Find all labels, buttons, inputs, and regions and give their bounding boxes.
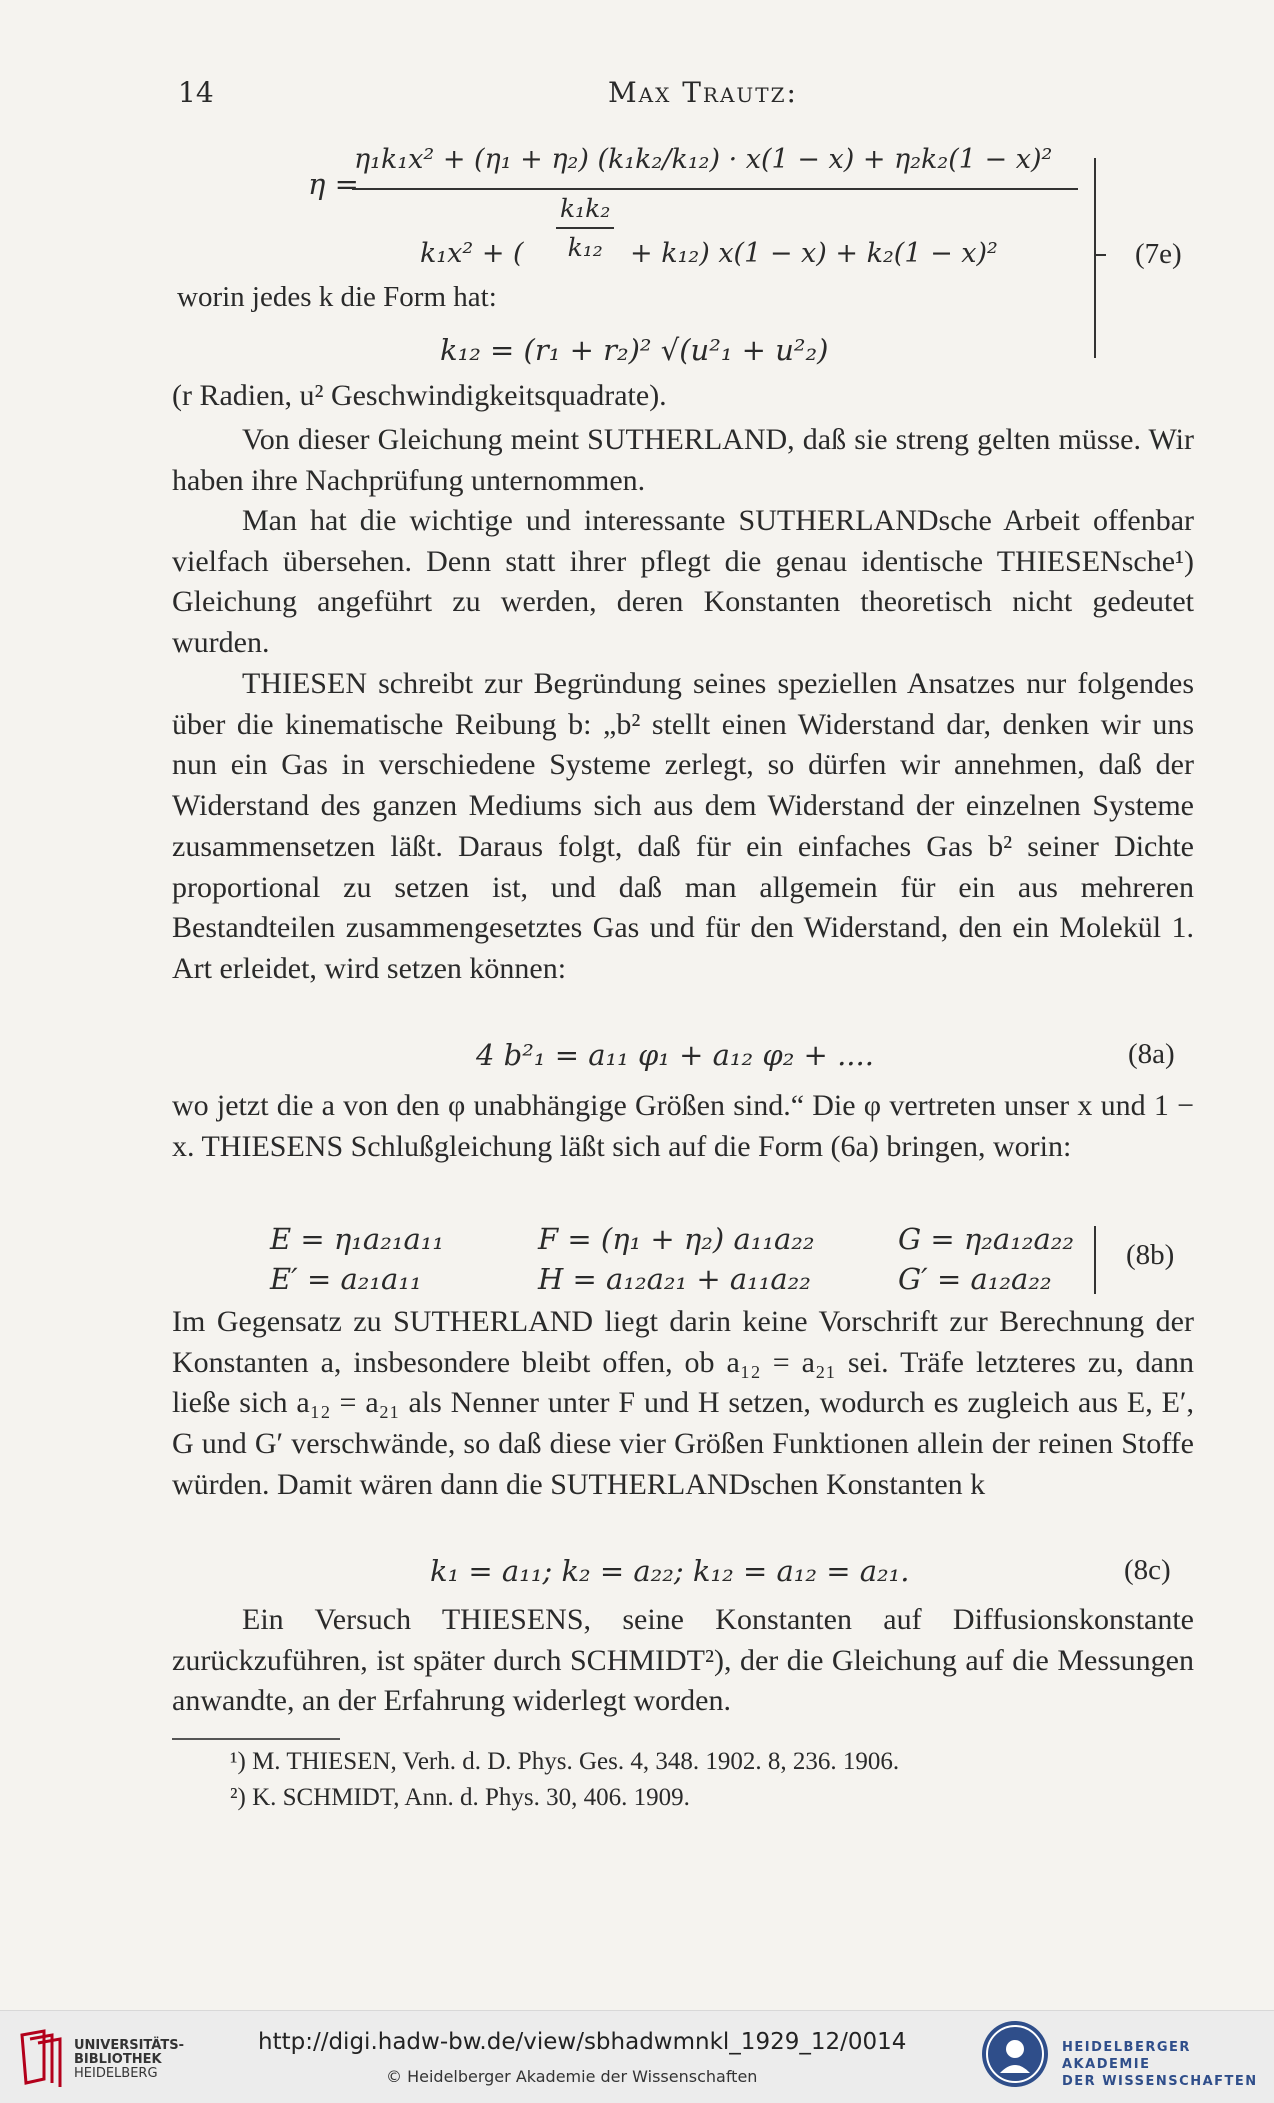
page-header [178,76,1194,116]
ub-line-1: UNIVERSITÄTS- [74,2038,184,2053]
ub-line-2: BIBLIOTHEK [74,2052,162,2067]
paragraph-5-text: Im Gegensatz zu SUTHERLAND liegt darin keine Vorschrift zur Berechnung der Konstanten a, insbesondere bleibt offen, ob a₁₂ = a₂₁ sei. Träfe letzteres zu, dann ließe sich a₁₂ = a₂₁ als Nenner unter F und H setzen, wodurch es zugleich aus E, E′, G und G′ verschwände, so daß diese vier Größen Funktionen allein der reinen Stoffe würden. Damit wären dann die SUTHERLANDschen Konstanten k [172,1305,1194,1501]
paragraph-3 [172,664,1194,990]
eq7e-k12: k₁₂ = (r₁ + r₂)² √(u²₁ + u²₂) [440,333,829,367]
ub-logo-text [74,2039,184,2081]
paragraph-2-text: Man hat die wichtige und interessante SUTHERLANDsche Arbeit offenbar vielfach übersehen. Denn statt ihrer pflegt die genau identische THIESENsche¹) Gleichung angeführt zu werden, deren Konstanten theoretisch nicht gedeutet wurden. [172,504,1194,660]
eq7e-inner-denominator: k₁₂ [567,233,603,262]
viewer-footer [0,2010,1274,2103]
permalink-url[interactable]: http://digi.hadw-bw.de/view/sbhadwmnkl_1929_12/0014 [258,2029,907,2055]
eq8b-G-prime: G′ = a₁₂a₂₂ [898,1262,1052,1296]
footnote-rule [172,1738,340,1740]
eq7e-fraction-bar [352,188,1078,190]
paragraph-1-text: Von dieser Gleichung meint SUTHERLAND, daß sie streng gelten müsse. Wir haben ihre Nachprüfung unternommen. [172,423,1194,497]
eq8a-number: (8a) [1128,1038,1175,1070]
eq8c-number: (8c) [1124,1554,1171,1586]
eq7e-inner-numerator: k₁k₂ [556,194,614,229]
hadw-logo-text [1062,2039,1262,2090]
equation-8a: 4 b²₁ = a₁₁ φ₁ + a₁₂ φ₂ + .... [476,1038,874,1072]
paragraph-5 [172,1302,1194,1506]
eq8b-brace [1094,1226,1096,1294]
paragraph-1 [172,420,1194,501]
eq7e-brace [1094,158,1096,358]
footnote-2: ²) K. SCHMIDT, Ann. d. Phys. 30, 406. 1909. [230,1784,690,1811]
paragraph-6 [172,1600,1194,1722]
copyright-notice: © Heidelberger Akademie der Wissenschaften [386,2067,758,2086]
paragraph-2 [172,501,1194,664]
eq7e-numerator: η₁k₁x² + (η₁ + η₂) (k₁k₂/k₁₂) · x(1 − x) + η₂k₂(1 − x)² [354,144,1053,175]
ub-logo-icon [14,2025,68,2089]
eq8b-E: E = η₁a₂₁a₁₁ [270,1222,444,1256]
eq7e-number: (7e) [1135,238,1182,270]
hadw-seal-icon [982,2021,1048,2087]
eq7e-inner-fraction [556,194,614,262]
running-head: Max Trautz: [608,76,798,109]
eq7e-lhs: η = [308,167,359,201]
ub-heidelberg-logo[interactable] [14,2025,184,2089]
paragraph-4 [172,1086,1194,1167]
page-number: 14 [178,76,214,109]
hadw-line-2: DER WISSENSCHAFTEN [1062,2074,1258,2089]
hadw-line-1: HEIDELBERGER AKADEMIE [1062,2040,1191,2072]
eq7e-denominator-post: + k₁₂) x(1 − x) + k₂(1 − x)² [630,238,998,269]
ub-line-3: HEIDELBERG [74,2066,158,2081]
eq7e-worin: worin jedes k die Form hat: [177,281,497,313]
eq8b-E-prime: E′ = a₂₁a₁₁ [270,1262,422,1296]
paragraph-3-text: THIESEN schreibt zur Begründung seines speziellen Ansatzes nur folgendes über die kinematische Reibung b: „b² stellt einen Widerstand dar, denken wir uns nun ein Gas in verschiedene Systeme zerlegt, so dürfen wir annehmen, daß der Widerstand des ganzen Mediums sich aus dem Widerstand der einzelnen Systeme zusammensetzen läßt. Daraus folgt, daß für ein einfaches Gas b² seiner Dichte proportional zu setzen ist, und daß man allgemein für ein aus mehreren Bestandteilen zusammengesetztes Gas und für den Widerstand, den ein Molekül 1. Art erleidet, wird setzen können: [172,667,1194,985]
equation-8c: k₁ = a₁₁; k₂ = a₂₂; k₁₂ = a₁₂ = a₂₁. [430,1554,910,1588]
note-r [172,376,1194,417]
note-r-text: (r Radien, u² Geschwindigkeitsquadrate). [172,379,667,412]
eq7e-brace-tip [1096,254,1106,256]
hadw-logo[interactable] [982,2021,1262,2093]
eq8b-number: (8b) [1126,1239,1175,1271]
eq8b-F: F = (η₁ + η₂) a₁₁a₂₂ [538,1222,815,1256]
footnote-1: ¹) M. THIESEN, Verh. d. D. Phys. Ges. 4, 348. 1902. 8, 236. 1906. [230,1748,900,1775]
eq8b-G: G = η₂a₁₂a₂₂ [898,1222,1074,1256]
eq7e-denominator-pre: k₁x² + ( [420,238,524,269]
paragraph-6-text: Ein Versuch THIESENS, seine Konstanten auf Diffusionskonstante zurückzuführen, ist später durch SCHMIDT²), der die Gleichung auf die Messungen anwandte, an der Erfahrung widerlegt worden. [172,1603,1194,1718]
eq8b-H: H = a₁₂a₂₁ + a₁₁a₂₂ [538,1262,811,1296]
paragraph-4-text: wo jetzt die a von den φ unabhängige Größen sind.“ Die φ vertreten unser x und 1 − x. THIESENS Schlußgleichung läßt sich auf die Form (6a) bringen, worin: [172,1089,1194,1163]
